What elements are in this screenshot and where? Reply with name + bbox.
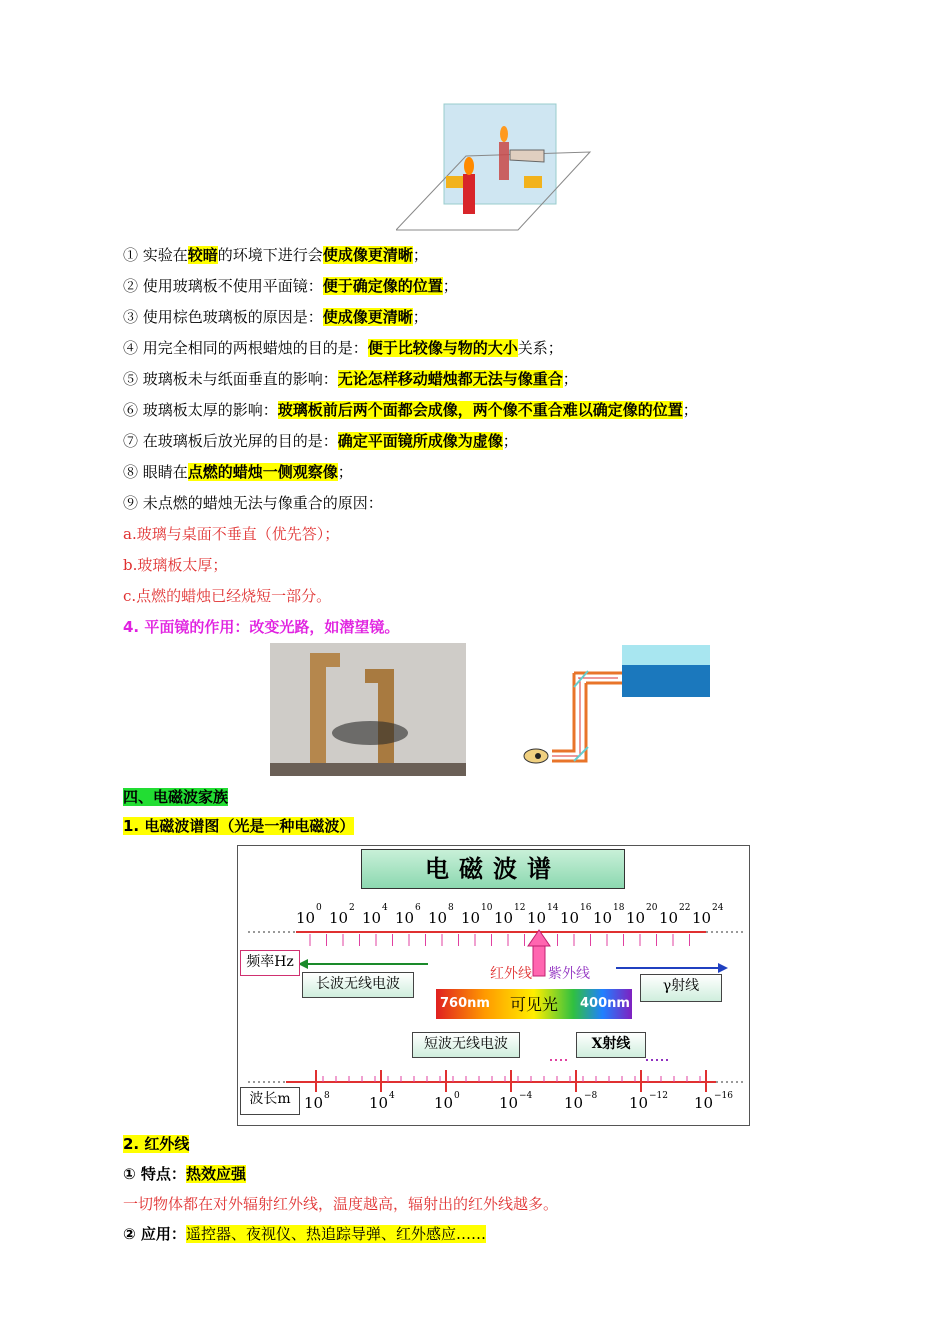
frequency-tick-label: 10	[659, 909, 679, 927]
frequency-tick-exponent: 6	[415, 903, 421, 913]
highlight: 使成像更清晰	[322, 308, 413, 326]
frequency-tick-label: 10	[296, 909, 316, 927]
wavelength-tick-label: 10	[434, 1094, 454, 1112]
periscope-diagram	[512, 643, 712, 776]
text: 关系；	[517, 339, 563, 357]
reason-c: c.点燃的蜡烛已经烧短一部分。	[123, 587, 332, 605]
subheading-text: 1. 电磁波谱图（光是一种电磁波）	[123, 817, 355, 835]
line-3	[123, 306, 428, 328]
spectrum-subheading	[123, 815, 354, 837]
frequency-tick-label: 10	[626, 909, 646, 927]
highlight: 玻璃板前后两个面都会成像，两个像不重合难以确定像的位置	[277, 401, 683, 419]
wavelength-label: 波长m	[240, 1087, 300, 1115]
wavelength-tick-exponent: −8	[584, 1091, 598, 1101]
frequency-tick-label: 10	[494, 909, 514, 927]
text: ；	[337, 463, 353, 481]
frequency-tick-exponent: 18	[613, 903, 625, 913]
visible-light-label: 可见光	[510, 995, 559, 1014]
frequency-label: 频率Hz	[240, 950, 300, 976]
frequency-tick-label: 10	[527, 909, 547, 927]
highlight: 遥控器、夜视仪、热追踪导弹、红外感应……	[185, 1225, 486, 1243]
frequency-tick-label: 10	[560, 909, 580, 927]
short-radio-label: 短波无线电波	[412, 1032, 520, 1058]
text: ⑥ 玻璃板太厚的影响：	[123, 401, 278, 419]
highlight: 确定平面镜所成像为虚像	[337, 432, 503, 450]
highlight: 较暗	[187, 246, 218, 264]
frequency-tick-exponent: 8	[448, 903, 454, 913]
text: ⑨ 未点燃的蜡烛无法与像重合的原因：	[123, 494, 383, 512]
highlight: 使成像更清晰	[322, 246, 413, 264]
wavelength-tick-label: 10	[564, 1094, 584, 1112]
text: ① 实验在	[123, 246, 188, 264]
frequency-tick-exponent: 16	[580, 903, 592, 913]
em-spectrum-diagram	[237, 845, 750, 1126]
candle-experiment-figure	[396, 100, 592, 232]
mirror-usage-heading: 4. 平面镜的作用：改变光路，如潜望镜。	[123, 618, 400, 636]
line-1	[123, 244, 428, 266]
frequency-tick-label: 10	[329, 909, 349, 927]
wavelength-tick-exponent: −4	[519, 1091, 533, 1101]
frequency-tick-exponent: 4	[382, 903, 388, 913]
infrared-subheading	[123, 1133, 189, 1155]
xray-label: X射线	[576, 1032, 646, 1058]
section-title: 四、电磁波家族	[123, 788, 229, 806]
line-7	[123, 430, 518, 452]
text: ⑤ 玻璃板未与纸面垂直的影响：	[123, 370, 338, 388]
highlight: 无论怎样移动蜡烛都无法与像重合	[337, 370, 563, 388]
text: ；	[442, 277, 458, 295]
frequency-tick-exponent: 2	[349, 903, 355, 913]
line-9	[123, 492, 383, 514]
wavelength-tick-label: 10	[629, 1094, 649, 1112]
spectrum-title: 电磁波谱	[361, 849, 625, 889]
highlight: 便于确定像的位置	[322, 277, 443, 295]
line-5	[123, 368, 578, 390]
text: ① 特点：	[123, 1165, 186, 1183]
text: ④ 用完全相同的两根蜡烛的目的是：	[123, 339, 368, 357]
text: ；	[502, 432, 518, 450]
wavelength-tick-label: 10	[499, 1094, 519, 1112]
frequency-tick-exponent: 24	[712, 903, 724, 913]
frequency-tick-label: 10	[593, 909, 613, 927]
frequency-tick-label: 10	[461, 909, 481, 927]
infrared-applications	[123, 1223, 486, 1245]
nm760-label: 760nm	[440, 996, 490, 1011]
highlight: 便于比较像与物的大小	[367, 339, 518, 357]
frequency-tick-label: 10	[395, 909, 415, 927]
text: 的环境下进行会	[217, 246, 323, 264]
text: ③ 使用棕色玻璃板的原因是：	[123, 308, 323, 326]
frequency-tick-label: 10	[362, 909, 382, 927]
text: ⑧ 眼睛在	[123, 463, 188, 481]
wavelength-tick-label: 10	[694, 1094, 714, 1112]
line-2	[123, 275, 458, 297]
subheading-text: 2. 红外线	[123, 1135, 190, 1153]
frequency-tick-exponent: 0	[316, 903, 322, 913]
wavelength-tick-label: 10	[304, 1094, 324, 1112]
frequency-tick-label: 10	[692, 909, 712, 927]
wavelength-tick-exponent: 0	[454, 1091, 460, 1101]
frequency-tick-exponent: 22	[679, 903, 691, 913]
text: ；	[562, 370, 578, 388]
section-heading	[123, 786, 228, 808]
wavelength-tick-exponent: 8	[324, 1091, 330, 1101]
line-4	[123, 337, 563, 359]
highlight: 热效应强	[185, 1165, 246, 1183]
line-8	[123, 461, 353, 483]
frequency-tick-exponent: 12	[514, 903, 526, 913]
periscope-photo	[270, 643, 466, 776]
infrared-label: 红外线	[490, 966, 532, 982]
text: ② 应用：	[123, 1225, 186, 1243]
text: ；	[412, 308, 428, 326]
frequency-tick-exponent: 14	[547, 903, 559, 913]
frequency-tick-exponent: 10	[481, 903, 493, 913]
line-6	[123, 399, 698, 421]
reason-a: a.玻璃与桌面不垂直（优先答）；	[123, 525, 340, 543]
text: ；	[412, 246, 428, 264]
gamma-ray-label: γ射线	[640, 974, 722, 1002]
wavelength-tick-exponent: 4	[389, 1091, 395, 1101]
ultraviolet-label: 紫外线	[548, 966, 590, 982]
wavelength-tick-label: 10	[369, 1094, 389, 1112]
infrared-description: 一切物体都在对外辐射红外线，温度越高，辐射出的红外线越多。	[123, 1195, 559, 1213]
text: ② 使用玻璃板不使用平面镜：	[123, 277, 323, 295]
highlight: 点燃的蜡烛一侧观察像	[187, 463, 338, 481]
frequency-tick-label: 10	[428, 909, 448, 927]
wavelength-tick-exponent: −12	[649, 1091, 668, 1101]
reason-b: b.玻璃板太厚；	[123, 556, 228, 574]
long-radio-label: 长波无线电波	[302, 972, 414, 998]
nm400-label: 400nm	[580, 996, 630, 1011]
infrared-feature	[123, 1163, 246, 1185]
text: ⑦ 在玻璃板后放光屏的目的是：	[123, 432, 338, 450]
text: ；	[682, 401, 698, 419]
frequency-tick-exponent: 20	[646, 903, 658, 913]
wavelength-tick-exponent: −16	[714, 1091, 733, 1101]
